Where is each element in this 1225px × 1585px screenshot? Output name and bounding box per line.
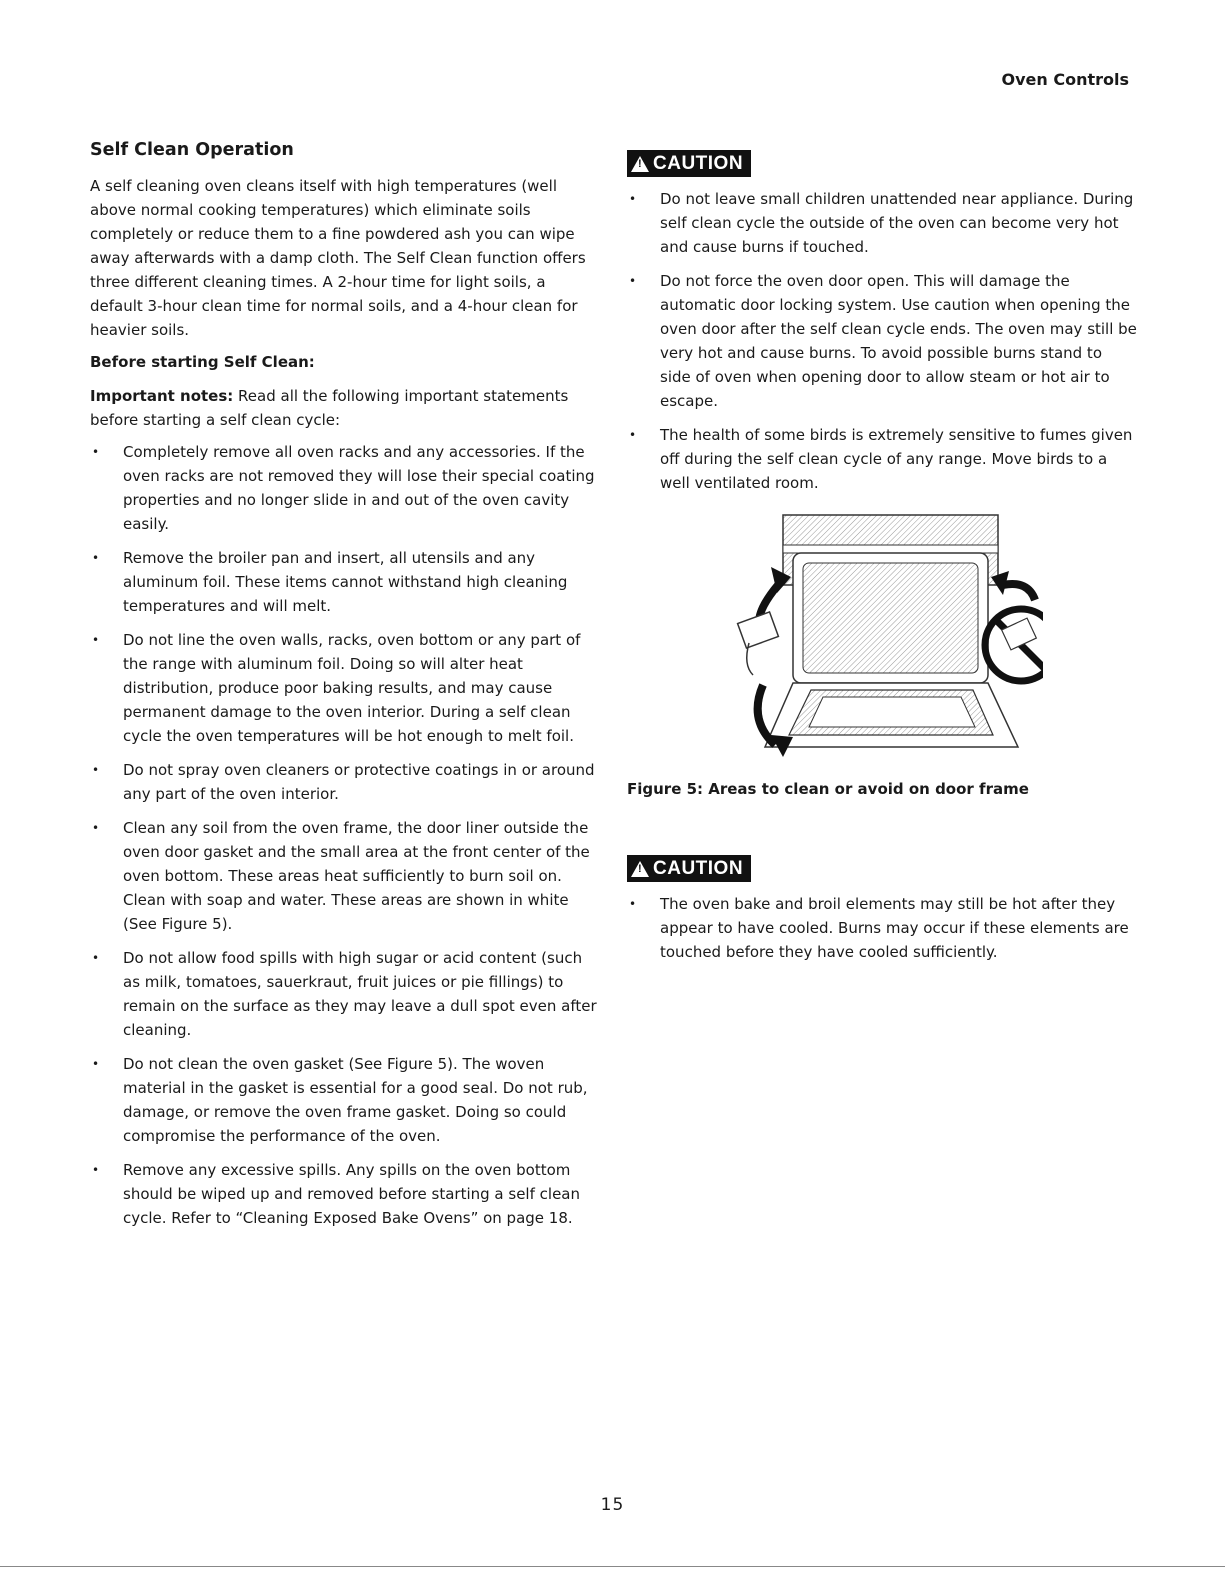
caution-badge	[627, 150, 751, 177]
important-notes	[90, 384, 600, 432]
list-item: • Do not force the oven door open. This will damage the automatic door locking system. Use caution when opening the oven door after the self clean cycle ends. The oven may still be very hot and cause burns. To avoid possible burns stand to side of oven when opening door to allow steam or hot air to escape.	[627, 269, 1137, 413]
intro-paragraph: A self cleaning oven cleans itself with high temperatures (well above normal cooking temperatures) which eliminate soils completely or reduce them to a fine powdered ash you can wipe away afterwards with a damp cloth. The Self Clean function offers three different cleaning times. A 2-hour time for light soils, a default 3-hour clean time for normal soils, and a 4-hour clean for heavier soils.	[90, 177, 586, 339]
oven-door-figure	[683, 505, 1043, 765]
page-header-title: Oven Controls	[1001, 70, 1129, 89]
bottom-divider	[0, 1566, 1225, 1567]
list-item: • Remove the broiler pan and insert, all utensils and any aluminum foil. These items cannot withstand high cleaning temperatures and will melt.	[90, 546, 600, 618]
warning-icon	[631, 861, 649, 877]
important-text: Read all the following important statements before starting a self clean cycle:	[90, 387, 569, 429]
before-heading: Before starting Self Clean:	[90, 353, 315, 371]
list-item: • Do not clean the oven gasket (See Figure 5). The woven material in the gasket is essential for a good seal. Do not rub, damage, or remove the oven frame gasket. Doing so could compromise the performance of the oven.	[90, 1052, 600, 1148]
right-column	[627, 150, 1137, 974]
caution-bullet-list	[627, 187, 1137, 495]
caution-label: CAUTION	[653, 152, 744, 174]
list-item: • Remove any excessive spills. Any spills on the oven bottom should be wiped up and removed before starting a self clean cycle. Refer to “Cleaning Exposed Bake Ovens” on page 18.	[90, 1158, 600, 1230]
list-item: • Completely remove all oven racks and any accessories. If the oven racks are not removed they will lose their special coating properties and no longer slide in and out of the oven cavity easily.	[90, 440, 600, 536]
caution-bullet-list	[627, 892, 1137, 964]
left-bullet-list	[90, 440, 600, 1230]
list-item: • Do not allow food spills with high sugar or acid content (such as milk, tomatoes, sauerkraut, fruit juices or pie fillings) to remain on the surface as they may leave a dull spot even after cleaning.	[90, 946, 600, 1042]
page-number: 15	[600, 1495, 625, 1515]
list-item: • The health of some birds is extremely sensitive to fumes given off during the self clean cycle of any range. Move birds to a well ventilated room.	[627, 423, 1137, 495]
caution-badge	[627, 855, 751, 882]
oven-illustration	[683, 505, 1043, 765]
important-label: Important notes:	[90, 387, 234, 405]
list-item: • Do not leave small children unattended near appliance. During self clean cycle the outside of the oven can become very hot and cause burns if touched.	[627, 187, 1137, 259]
warning-icon	[631, 156, 649, 172]
list-item: • The oven bake and broil elements may still be hot after they appear to have cooled. Burns may occur if these elements are touched before they have cooled sufficiently.	[627, 892, 1137, 964]
list-item: • Clean any soil from the oven frame, the door liner outside the oven door gasket and the small area at the front center of the oven bottom. These areas heat sufficiently to burn soil on. Clean with soap and water. These areas are shown in white (See Figure 5).	[90, 816, 600, 936]
caution-label: CAUTION	[653, 857, 744, 879]
section-heading: Self Clean Operation	[90, 140, 294, 160]
list-item: • Do not line the oven walls, racks, oven bottom or any part of the range with aluminum foil. Doing so will alter heat distribution, produce poor baking results, and may cause permanent damage to the oven interior. During a self clean cycle the oven temperatures will be hot enough to melt foil.	[90, 628, 600, 748]
figure-caption: Figure 5: Areas to clean or avoid on door frame	[627, 780, 1029, 798]
list-item: • Do not spray oven cleaners or protective coatings in or around any part of the oven interior.	[90, 758, 600, 806]
left-column	[90, 140, 600, 1240]
